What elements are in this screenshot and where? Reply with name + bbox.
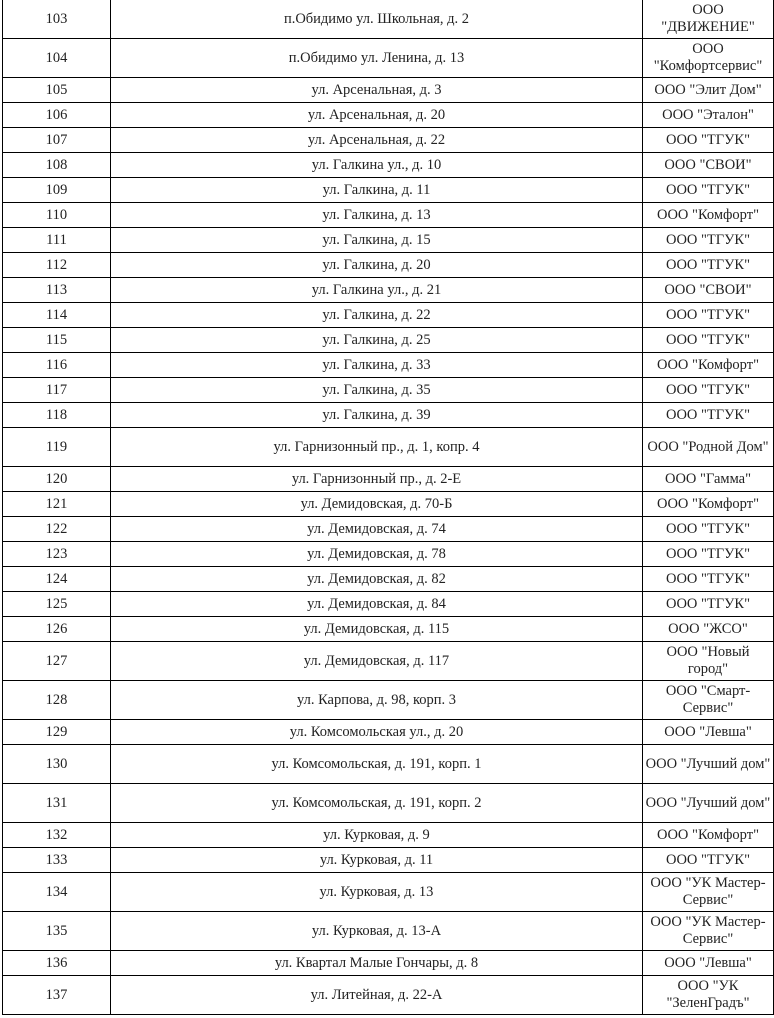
table-row [3,178,774,203]
address-cell: ул. Арсенальная, д. 22 [111,128,643,153]
company-cell: ООО "Гамма" [643,467,774,492]
row-number-cell: 112 [3,253,111,278]
company-cell: ООО "УК Мастер-Сервис" [643,873,774,912]
address-cell: ул. Литейная, д. 22-А [111,976,643,1015]
table-row [3,642,774,681]
row-number-cell: 123 [3,542,111,567]
row-number-cell: 137 [3,976,111,1015]
address-cell: ул. Галкина, д. 25 [111,328,643,353]
table-row [3,784,774,823]
company-cell: ООО "ТГУК" [643,378,774,403]
table-row [3,567,774,592]
company-cell: ООО "Левша" [643,720,774,745]
table-row [3,39,774,78]
address-cell: ул. Демидовская, д. 82 [111,567,643,592]
table-row [3,328,774,353]
company-cell: ООО "Комфорт" [643,492,774,517]
housing-management-table [2,0,774,1015]
row-number-cell: 111 [3,228,111,253]
company-cell: ООО "СВОИ" [643,153,774,178]
company-cell: ООО "ТГУК" [643,542,774,567]
company-cell: ООО "ТГУК" [643,567,774,592]
company-cell: ООО "ТГУК" [643,178,774,203]
address-cell: ул. Арсенальная, д. 3 [111,78,643,103]
table-row [3,353,774,378]
table-row [3,278,774,303]
row-number-cell: 110 [3,203,111,228]
company-cell: ООО "Комфорт" [643,353,774,378]
company-cell: ООО "ТГУК" [643,328,774,353]
address-cell: ул. Галкина, д. 39 [111,403,643,428]
company-cell: ООО "Лучший дом" [643,745,774,784]
row-number-cell: 117 [3,378,111,403]
company-cell: ООО "ЖСО" [643,617,774,642]
row-number-cell: 104 [3,39,111,78]
address-cell: ул. Карпова, д. 98, корп. 3 [111,681,643,720]
table-row [3,128,774,153]
address-cell: ул. Галкина, д. 33 [111,353,643,378]
company-cell: ООО "ТГУК" [643,128,774,153]
row-number-cell: 122 [3,517,111,542]
table-row [3,976,774,1015]
table-row [3,720,774,745]
company-cell: ООО "УК "ЗеленГрадъ" [643,976,774,1015]
table-row [3,617,774,642]
company-cell: ООО "Левша" [643,951,774,976]
address-cell: ул. Демидовская, д. 74 [111,517,643,542]
row-number-cell: 107 [3,128,111,153]
address-cell: п.Обидимо ул. Школьная, д. 2 [111,0,643,39]
address-cell: ул. Комсомольская ул., д. 20 [111,720,643,745]
row-number-cell: 120 [3,467,111,492]
table-row [3,378,774,403]
row-number-cell: 119 [3,428,111,467]
company-cell: ООО "ТГУК" [643,848,774,873]
company-cell: ООО "Комфорт" [643,823,774,848]
table-row [3,745,774,784]
row-number-cell: 131 [3,784,111,823]
address-cell: ул. Галкина, д. 11 [111,178,643,203]
row-number-cell: 115 [3,328,111,353]
address-cell: ул. Комсомольская, д. 191, корп. 2 [111,784,643,823]
table-row [3,823,774,848]
address-cell: ул. Демидовская, д. 115 [111,617,643,642]
address-cell: ул. Демидовская, д. 117 [111,642,643,681]
row-number-cell: 121 [3,492,111,517]
table-row [3,873,774,912]
table-row [3,403,774,428]
table-row [3,0,774,39]
company-cell: ООО "Смарт-Сервис" [643,681,774,720]
address-cell: ул. Демидовская, д. 70-Б [111,492,643,517]
table-row [3,542,774,567]
row-number-cell: 114 [3,303,111,328]
row-number-cell: 126 [3,617,111,642]
table-row [3,78,774,103]
company-cell: ООО "Комфорт" [643,203,774,228]
table-row [3,103,774,128]
row-number-cell: 106 [3,103,111,128]
company-cell: ООО "ТГУК" [643,592,774,617]
company-cell: ООО "Комфортсервис" [643,39,774,78]
company-cell: ООО "ДВИЖЕНИЕ" [643,0,774,39]
address-cell: ул. Арсенальная, д. 20 [111,103,643,128]
table-row [3,228,774,253]
row-number-cell: 130 [3,745,111,784]
row-number-cell: 136 [3,951,111,976]
row-number-cell: 103 [3,0,111,39]
row-number-cell: 129 [3,720,111,745]
company-cell: ООО "Эталон" [643,103,774,128]
address-cell: ул. Курковая, д. 13 [111,873,643,912]
company-cell: ООО "Новый город" [643,642,774,681]
company-cell: ООО "Элит Дом" [643,78,774,103]
row-number-cell: 134 [3,873,111,912]
row-number-cell: 127 [3,642,111,681]
company-cell: ООО "СВОИ" [643,278,774,303]
address-cell: ул. Курковая, д. 11 [111,848,643,873]
address-cell: ул. Галкина, д. 22 [111,303,643,328]
table-body [3,0,774,1015]
table-row [3,951,774,976]
table-row [3,203,774,228]
address-cell: ул. Галкина ул., д. 21 [111,278,643,303]
address-cell: ул. Галкина, д. 35 [111,378,643,403]
address-cell: ул. Галкина, д. 20 [111,253,643,278]
address-cell: ул. Квартал Малые Гончары, д. 8 [111,951,643,976]
row-number-cell: 132 [3,823,111,848]
address-cell: п.Обидимо ул. Ленина, д. 13 [111,39,643,78]
row-number-cell: 133 [3,848,111,873]
table-row [3,912,774,951]
address-cell: ул. Демидовская, д. 84 [111,592,643,617]
table-row [3,592,774,617]
row-number-cell: 124 [3,567,111,592]
table-row [3,492,774,517]
table-row [3,848,774,873]
company-cell: ООО "ТГУК" [643,253,774,278]
row-number-cell: 118 [3,403,111,428]
address-cell: ул. Гарнизонный пр., д. 1, копр. 4 [111,428,643,467]
company-cell: ООО "ТГУК" [643,228,774,253]
address-cell: ул. Гарнизонный пр., д. 2-Е [111,467,643,492]
row-number-cell: 125 [3,592,111,617]
table-row [3,428,774,467]
table-row [3,517,774,542]
row-number-cell: 116 [3,353,111,378]
table-row [3,681,774,720]
address-cell: ул. Курковая, д. 9 [111,823,643,848]
table-row [3,467,774,492]
company-cell: ООО "Лучший дом" [643,784,774,823]
row-number-cell: 135 [3,912,111,951]
row-number-cell: 113 [3,278,111,303]
address-cell: ул. Галкина, д. 13 [111,203,643,228]
address-cell: ул. Комсомольская, д. 191, корп. 1 [111,745,643,784]
table-row [3,153,774,178]
address-cell: ул. Галкина ул., д. 10 [111,153,643,178]
row-number-cell: 105 [3,78,111,103]
row-number-cell: 109 [3,178,111,203]
table-row [3,253,774,278]
company-cell: ООО "ТГУК" [643,403,774,428]
address-cell: ул. Галкина, д. 15 [111,228,643,253]
company-cell: ООО "ТГУК" [643,517,774,542]
row-number-cell: 128 [3,681,111,720]
address-cell: ул. Демидовская, д. 78 [111,542,643,567]
row-number-cell: 108 [3,153,111,178]
address-cell: ул. Курковая, д. 13-А [111,912,643,951]
company-cell: ООО "Родной Дом" [643,428,774,467]
company-cell: ООО "ТГУК" [643,303,774,328]
company-cell: ООО "УК Мастер-Сервис" [643,912,774,951]
table-row [3,303,774,328]
